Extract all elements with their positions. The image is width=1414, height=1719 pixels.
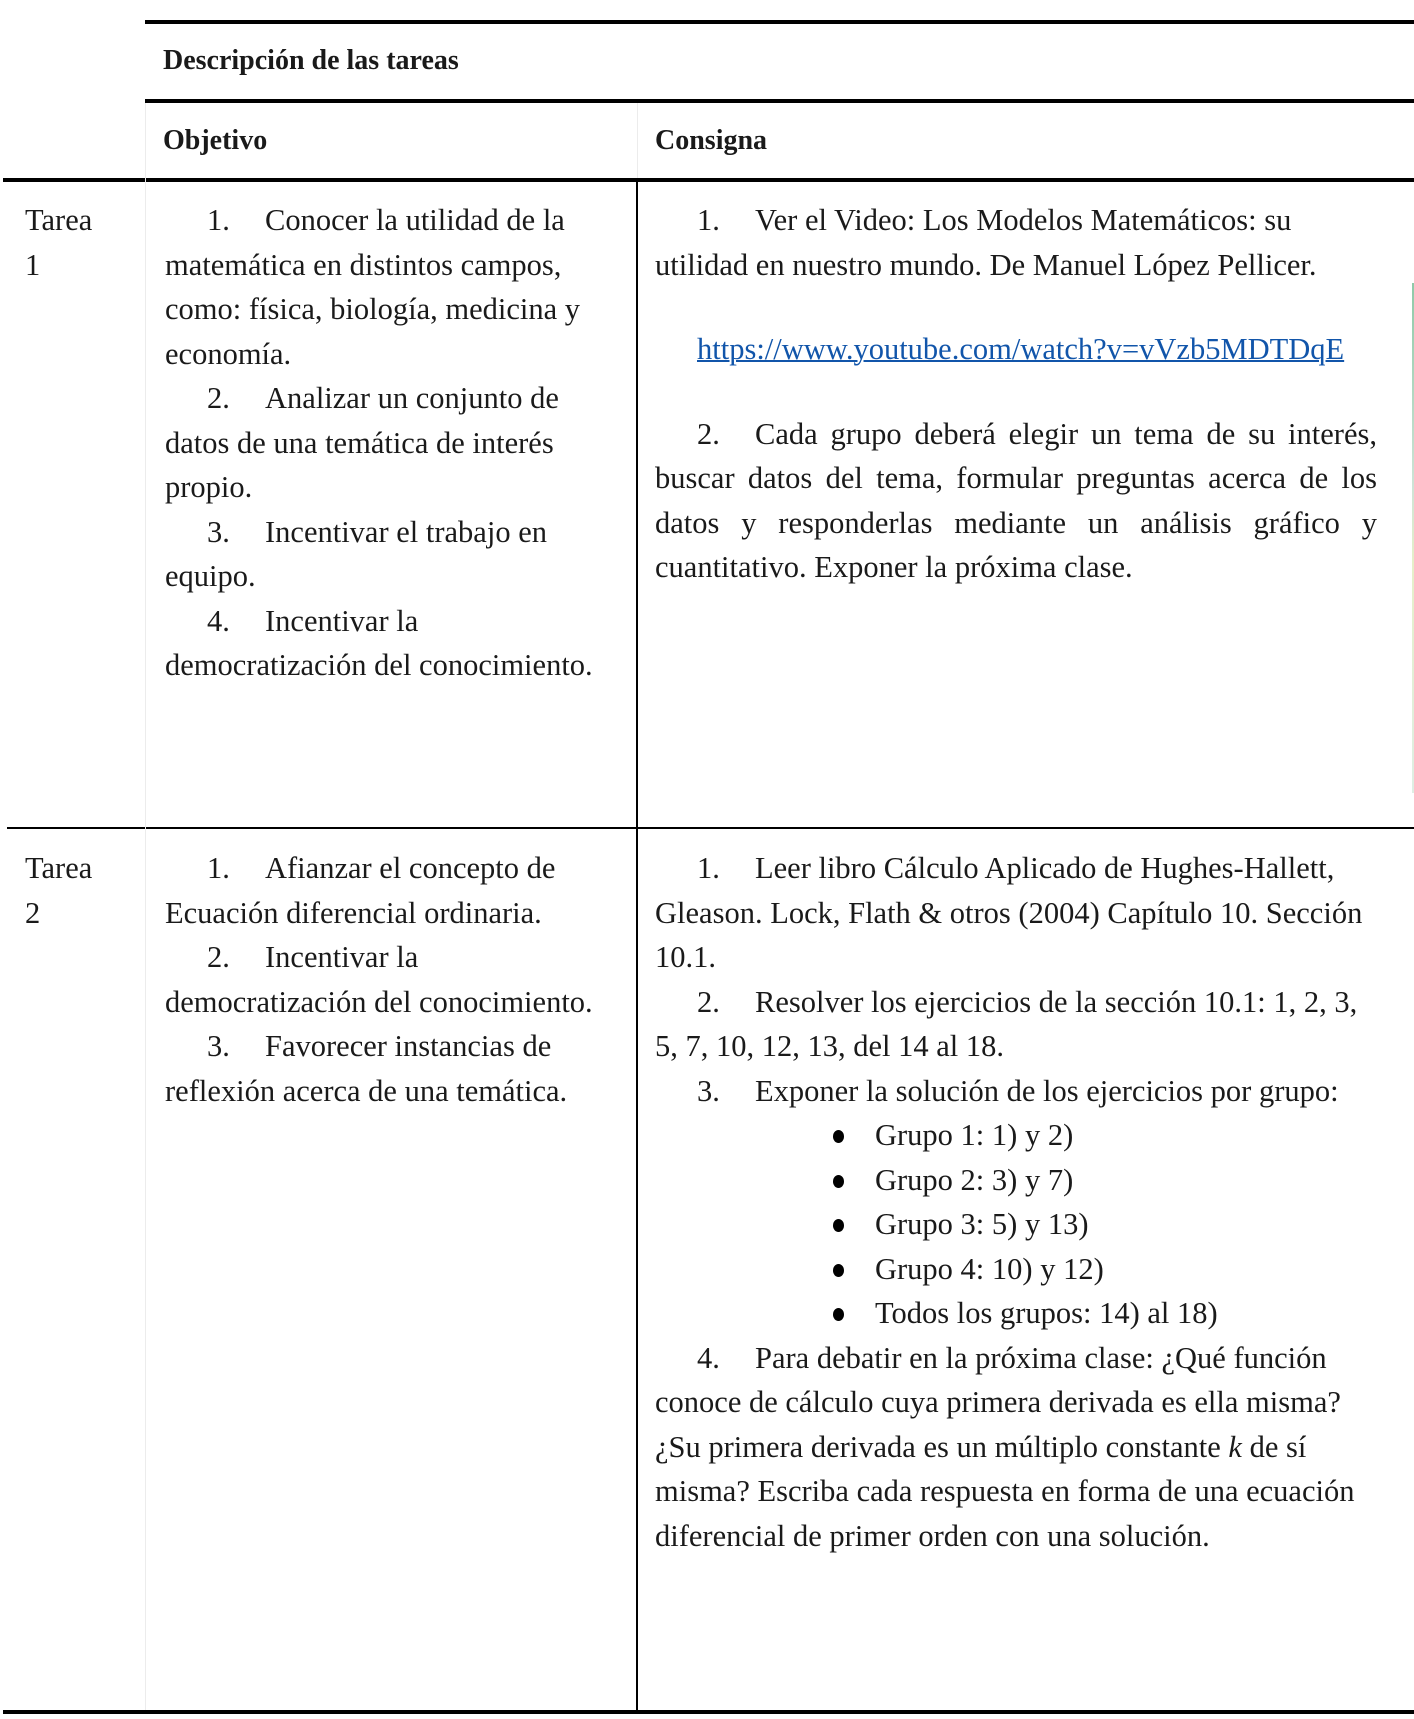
objetivo-item: 2. Analizar un conjunto de datos de una temática de interés propio. xyxy=(165,381,559,504)
youtube-video-link[interactable]: https://www.youtube.com/watch?v=vVzb5MDTDqE xyxy=(697,332,1345,366)
header-rule xyxy=(3,178,1414,182)
row-divider xyxy=(7,827,1414,829)
label-column-divider xyxy=(145,103,146,1710)
row-label-text: Tarea xyxy=(25,851,93,885)
bottom-rule xyxy=(3,1710,1414,1714)
group-item: Grupo 4: 10) y 12) xyxy=(655,1247,1385,1292)
row-label-tarea-2 xyxy=(25,846,125,935)
objetivo-item: 1. Afianzar el concepto de Ecuación diferencial ordinaria. xyxy=(165,851,556,930)
consigna-item: 4. Para debatir en la próxima clase: ¿Qué función conoce de cálculo cuya primera derivada es ella misma? ¿Su primera derivada es un múltiplo constante k de sí misma? Escriba cada respuesta en forma de una ecuación diferencial de primer orden con una solución. xyxy=(655,1340,1355,1553)
row-label-number: 1 xyxy=(25,247,41,282)
consigna-item: 1. Ver el Video: Los Modelos Matemáticos: su utilidad en nuestro mundo. De Manuel López Pellicer. xyxy=(655,203,1317,282)
row-label-text: Tarea xyxy=(25,203,93,237)
group-item: Grupo 3: 5) y 13) xyxy=(655,1202,1385,1247)
objetivos-tarea-2 xyxy=(165,846,625,1113)
bullet-icon xyxy=(833,1264,844,1277)
group-item: Grupo 1: 1) y 2) xyxy=(655,1113,1385,1158)
bullet-icon xyxy=(833,1175,844,1188)
consigna-item: 3. Exponer la solución de los ejercicios por grupo: xyxy=(697,1073,1339,1108)
objetivo-item: 3. Favorecer instancias de reflexión acerca de una temática. xyxy=(165,1029,568,1108)
bullet-icon xyxy=(833,1219,844,1232)
table-title: Descripción de las tareas xyxy=(163,45,459,76)
objetivos-tarea-1 xyxy=(165,198,625,688)
objetivo-item: 1. Conocer la utilidad de la matemática en distintos campos, como: física, biología, medicina y economía. xyxy=(165,203,581,371)
row-label-number: 2 xyxy=(25,895,41,930)
header-column-divider xyxy=(637,103,638,178)
top-rule xyxy=(145,20,1414,24)
consigna-item: 2. Resolver los ejercicios de la sección 10.1: 1, 2, 3, 5, 7, 10, 12, 13, del 14 al 18. xyxy=(655,984,1358,1063)
column-header-consigna: Consigna xyxy=(655,125,768,156)
objetivo-item: 2. Incentivar la democratización del conocimiento. xyxy=(165,940,593,1019)
consigna-item: 1. Leer libro Cálculo Aplicado de Hughes-Hallett, Gleason. Lock, Flath & otros (2004) Capítulo 10. Sección 10.1. xyxy=(655,851,1363,974)
consigna-tarea-1 xyxy=(655,198,1377,590)
bullet-icon xyxy=(833,1130,844,1143)
group-item: Grupo 2: 3) y 7) xyxy=(655,1158,1385,1203)
objetivo-item: 4. Incentivar la democratización del conocimiento. xyxy=(165,603,593,682)
group-assignment-list xyxy=(655,1113,1385,1336)
group-item: Todos los grupos: 14) al 18) xyxy=(655,1291,1385,1336)
body-column-divider xyxy=(636,182,638,1710)
objetivo-item: 3. Incentivar el trabajo en equipo. xyxy=(165,514,547,593)
bullet-icon xyxy=(833,1308,844,1321)
consigna-tarea-2 xyxy=(655,846,1385,1558)
consigna-item: 2. Cada grupo deberá elegir un tema de su interés, buscar datos del tema, formular preguntas acerca de los datos y responderlas mediante un análisis gráfico y cuantitativo. Exponer la próxima clase. xyxy=(655,416,1377,584)
title-rule xyxy=(145,99,1414,103)
video-link-line xyxy=(655,327,1377,372)
column-header-objetivo: Objetivo xyxy=(163,125,268,156)
row-label-tarea-1 xyxy=(25,198,125,287)
variable-k: k xyxy=(1228,1429,1242,1464)
